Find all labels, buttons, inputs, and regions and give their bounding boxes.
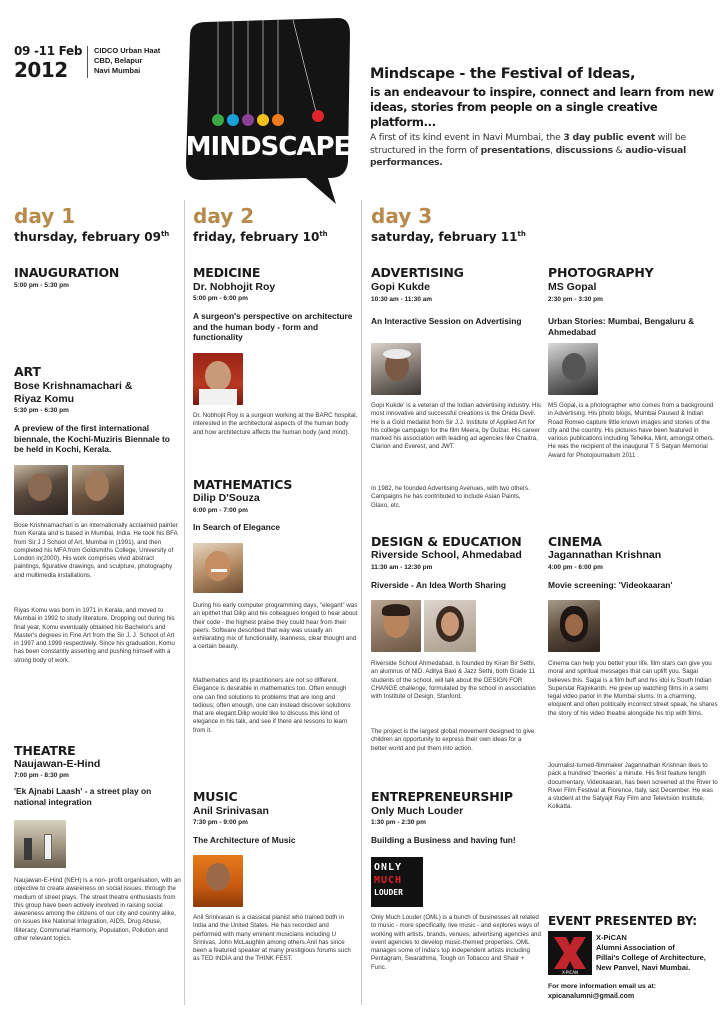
oml-logo-line-2: MUCH [374,875,403,886]
day3-date-text: saturday, february 11 [371,230,518,244]
day1-date-text: thursday, february 09 [14,230,161,244]
festival-tagline: is an endeavour to inspire, connect and learn from new ideas, stories from people on a single creative platform... [370,85,714,129]
photo-bose-krishnamachari [14,465,68,515]
music-title: MUSIC [193,789,238,804]
theatre-headline: 'Ek Ajnabi Laash' - a street play on national integration [14,786,152,807]
venue-line-1: CIDCO Urban Haat [94,46,161,55]
presenter-line-2: Pillai's College of Architecture, [596,953,706,962]
art-body-1: Bose Krishnamachari is an internationally acclaimed painter from Kerala and is based in Mumbai, India. He took his BFA from Sir J J School of Art, Mumbai in (1991), and then completed his MFA from Goldsmiths College, University of London in(2000). His work comprises vivid abstract paintings, figurative drawings, and sculpture, photography and multimedia installations. [14,522,178,579]
mathematics-title: MATHEMATICS [193,477,293,492]
advertising-speaker: Gopi Kukde [371,281,430,293]
day1-label: day 1 [14,204,76,228]
medicine-body: Dr. Nobhojit Roy is a surgeon working at the BARC hospital, interested in the architectural aspects of the human body and how architecture affects the human body (and mind). [193,412,358,436]
xpican-logo-label: X-PICAN [561,970,579,975]
intro-comma: , [550,144,556,156]
logo-wordmark: MINDSCAPE [185,132,351,162]
photography-time: 2:30 pm - 3:30 pm [548,296,603,303]
medicine-speaker: Dr. Nobhojit Roy [193,281,276,293]
medicine-time: 5:00 pm - 6:00 pm [193,295,248,302]
ball-purple-icon [242,114,254,126]
art-speaker-2: Riyaz Komu [14,393,75,405]
art-body-2: Riyas Komu was born in 1971 in Kerala, and moved to Mumbai in 1992 to study literature. Dropping out during his final year, Komu eventually obtained his Bachelor's and Master's degrees in Fine Art from the Sir J. J. School of Art in 1997 and 1999 respectively. Since his graduation, Komu has been constantly asserting and pushing himself with a strong body of work. [14,607,175,664]
cinema-body-2: Journalist-turned-filmmaker Jagannathan Krishnan likes to pack a hundred 'theories' a minute. His first feature length documentary, Videokaaran, has been screened at the River to River Film Festival at Florence, Italy, last December. He was a student at the Satyajit Ray Film and Television Institute, Kolkatta. [548,762,718,811]
event-year: 2012 [14,58,68,82]
divider-day2-day3 [361,200,362,1005]
music-body: Anil Srinivasan is a classical pianist who trained both in India and the United States. He has recorded and performed with many eminent musicians including U Srinivas, John McLaughlin among others.Anil has since been a featured speaker at many prestigious forums such as TED INDIA and the THINK FEST. [193,914,351,963]
mathematics-time: 6:00 pm - 7:00 pm [193,507,248,514]
venue [94,46,160,76]
intro-text-1: A first of its kind event in Navi Mumbai, the [370,132,564,143]
day2-label: day 2 [193,204,255,228]
design-time: 11:30 am - 12:30 pm [371,564,433,571]
presenter-line-1: Alumni Association of [596,943,675,952]
intro-bold-discussions: discussions [555,144,613,156]
design-body-1: Riverside School Ahmedabad, is founded by Kiran Bir Sethi, an alumnus of NID. Aditya Baxi & Jazz Sethi, both Grade 11 students of the school, will talk about the DESIGN FOR CHANGE challenge, formulated by the school in association with Institute of Design, Stanford. [371,660,536,701]
ball-yellow-icon [257,114,269,126]
intro-bold-presentations: presentations [480,144,551,156]
theatre-speaker: Naujawan-E-Hind [14,758,101,770]
art-headline: A preview of the first international biennale, the Kochi-Muziris Biennale to be held in Kochi, Kerala. [14,423,170,454]
art-time: 5:30 pm - 6:30 pm [14,407,69,414]
photo-riyaz-komu [72,465,124,515]
venue-line-3: Navi Mumbai [94,66,141,75]
art-title: ART [14,364,41,379]
advertising-body-2: In 1982, he founded Advertising Avenues, with two others. Campaigns he has contributed to include Asian Paints, Glaxo, etc. [371,485,530,509]
ball-red-icon [312,110,324,122]
mindscape-logo [178,12,358,207]
venue-divider [87,46,88,78]
cinema-title: CINEMA [548,534,602,549]
entrepreneurship-headline: Building a Business and having fun! [371,835,516,845]
divider-day1-day2 [184,200,185,1005]
photo-dilip-dsouza [193,543,243,593]
photo-anil-srinivasan [193,855,243,907]
photo-jagannathan-krishnan [548,600,600,652]
mathematics-speaker: Dilip D'Souza [193,492,260,504]
art-speaker-1: Bose Krishnamachari & [14,380,133,392]
day2-date [193,227,328,244]
day1-date-sup: th [160,230,170,238]
medicine-title: MEDICINE [193,265,261,280]
day1-date [14,227,169,244]
photography-speaker: MS Gopal [548,281,597,293]
intro-bold-av: audio-visual performances. [370,144,687,168]
entrepreneurship-speaker: Only Much Louder [371,805,464,817]
ball-cyan-icon [227,114,239,126]
photo-nobhojit-roy [193,353,243,405]
music-time: 7:30 pm - 9:00 pm [193,819,248,826]
presenter-email-label: For more information email us at: [548,983,657,990]
presenter-details [596,933,706,973]
theatre-body: Naujawan-E-Hind (NEH) is a non- profit organisation, with an objective to create awareness on social issues, through the medium of street plays. The street theatre enthusiasts from this group have been actively involved in raising social awareness among the citizens of our city and country alike, on issues like National Integration, AIDS, Drug Abuse, Illiteracy, Communal Harmony, Population, Pollution and other relevant topics. [14,877,181,943]
theatre-title: THEATRE [14,743,76,758]
design-headline: Riverside - An Idea Worth Sharing [371,580,506,590]
event-dates: 09 -11 Feb [14,44,83,58]
day2-date-text: friday, february 10 [193,230,320,244]
cinema-headline: Movie screening: 'Videokaaran' [548,580,673,590]
oml-logo-line-1: ONLY [374,862,403,873]
mathematics-headline: In Search of Elegance [193,522,281,532]
design-body-2: The project is the largest global movement designed to give children an opportunity to express their own ideas for a better world and put them into action. [371,728,535,752]
intro-text-2: will be structured in the form of [370,132,686,156]
xpican-logo [548,931,592,975]
design-speaker: Riverside School, Ahmedabad [371,549,522,561]
medicine-headline: A surgeon's perspective on architecture and the human body - form and functionality [193,311,353,342]
venue-line-2: CBD, Belapur [94,56,143,65]
day3-date [371,227,526,244]
presenter-email-link[interactable]: xpicanalumni@gmail.com [548,993,635,1000]
intro-bold-days: 3 day public event [563,132,656,143]
music-headline: The Architecture of Music [193,835,296,845]
mathematics-body-1: During his early computer programming days, "elegant" was an epithet that Dilip and his colleagues longed to hear about their code - the highest praise they could hear from their peers. Software described that way was usually an exhilarating mix of functionality, leanness, clear thought and a certain beauty. [193,602,358,651]
festival-headline: Mindscape - the Festival of Ideas, [370,66,636,82]
photo-ms-gopal [548,343,598,395]
day2-date-sup: th [319,230,328,238]
design-title: DESIGN & EDUCATION [371,534,522,549]
ball-green-icon [212,114,224,126]
cinema-speaker: Jagannathan Krishnan [548,549,662,561]
music-speaker: Anil Srinivasan [193,805,269,817]
day3-label: day 3 [371,204,433,228]
advertising-title: ADVERTISING [371,265,464,280]
photo-aditya-baxi [371,600,421,652]
inauguration-title: INAUGURATION [14,265,120,280]
presenter-name: X-PiCAN [596,933,627,942]
photo-street-play [14,820,66,868]
photography-title: PHOTOGRAPHY [548,265,654,280]
oml-logo-line-3: LOUDER [374,888,403,897]
cinema-time: 4:00 pm - 6:00 pm [548,564,603,571]
photography-headline: Urban Stories: Mumbai, Bengaluru & Ahmedabad [548,316,695,337]
entrepreneurship-time: 1:30 pm - 2:30 pm [371,819,426,826]
theatre-time: 7:00 pm - 8:30 pm [14,772,69,779]
mathematics-body-2: Mathematics and its practitioners are not so different. Elegance is desirable in mathematics too. Often enough one can find solutions to problems that are long and tedious; often enough, one can instead discover solutions that are elegant.Dilip would like to discuss this kind of elegance in his talk, and see if there are lessons to learn from it. [193,677,351,734]
cinema-body-1: Cinema can help you better your life, film stars can give you moral and spiritual messages that can uplift you. Sagai believes this. Sagai is a film buff and his idol is South Indian Superstar Rajnikanth. He grew up watching films in a semi legal video parlor in the Mumbai slums. In a charming, eloquent and often politically incorrect street speak, he shares the story of his video theatre alongside his trip with films. [548,660,718,717]
oml-logo [371,857,423,907]
ball-orange-icon [272,114,284,126]
inauguration-time: 5:00 pm - 5:30 pm [14,282,69,289]
intro-amp: & [612,144,626,156]
presenter-line-3: New Panvel, Navi Mumbai. [596,963,691,972]
advertising-body-1: Gopi Kukde' is a veteran of the Indian advertising industry. His most innovative and successful creations is the Onida Devil. He is a Gold medalist from Sir J.J. Institute of Applied Art for his college campaign for the film Meera, by Gulzar. His career marked his association with leading ad agencies like Chaitra, Clarion and Everest, and JWT. [371,402,541,451]
advertising-headline: An Interactive Session on Advertising [371,316,522,326]
photo-gopi-kukde [371,343,421,395]
day3-date-sup: th [517,230,526,238]
presenter-title: EVENT PRESENTED BY: [548,914,697,928]
advertising-time: 10:30 am - 11:30 am [371,296,433,303]
entrepreneurship-title: ENTREPRENEURSHIP [371,789,513,804]
festival-intro [370,132,715,170]
photo-jazz-sethi [424,600,476,652]
entrepreneurship-body: Only Much Louder (OML) is a bunch of businesses all related to music - more specifically, live music - and explores ways of working with artists, brands, venues, advertising agencies and event agencies to develop music-themed properties. OML manages some of India's top independent artists including Pentagram, Swarathma, Tough on Tobacco and Shaiir + Func. [371,914,541,971]
photography-body: MS Gopal, is a photographer who comes from a background in Advertising. His photo blogs, Mumbai Paused & Indian Road Romeo capture little known images and stories of the city and the country. His pictures have been featured in various publications including Tehelka, Mint, amongst others. He was the recipient of the inaugural T S Satyan Memorial Award for Photojournalism 2011 . [548,402,715,459]
